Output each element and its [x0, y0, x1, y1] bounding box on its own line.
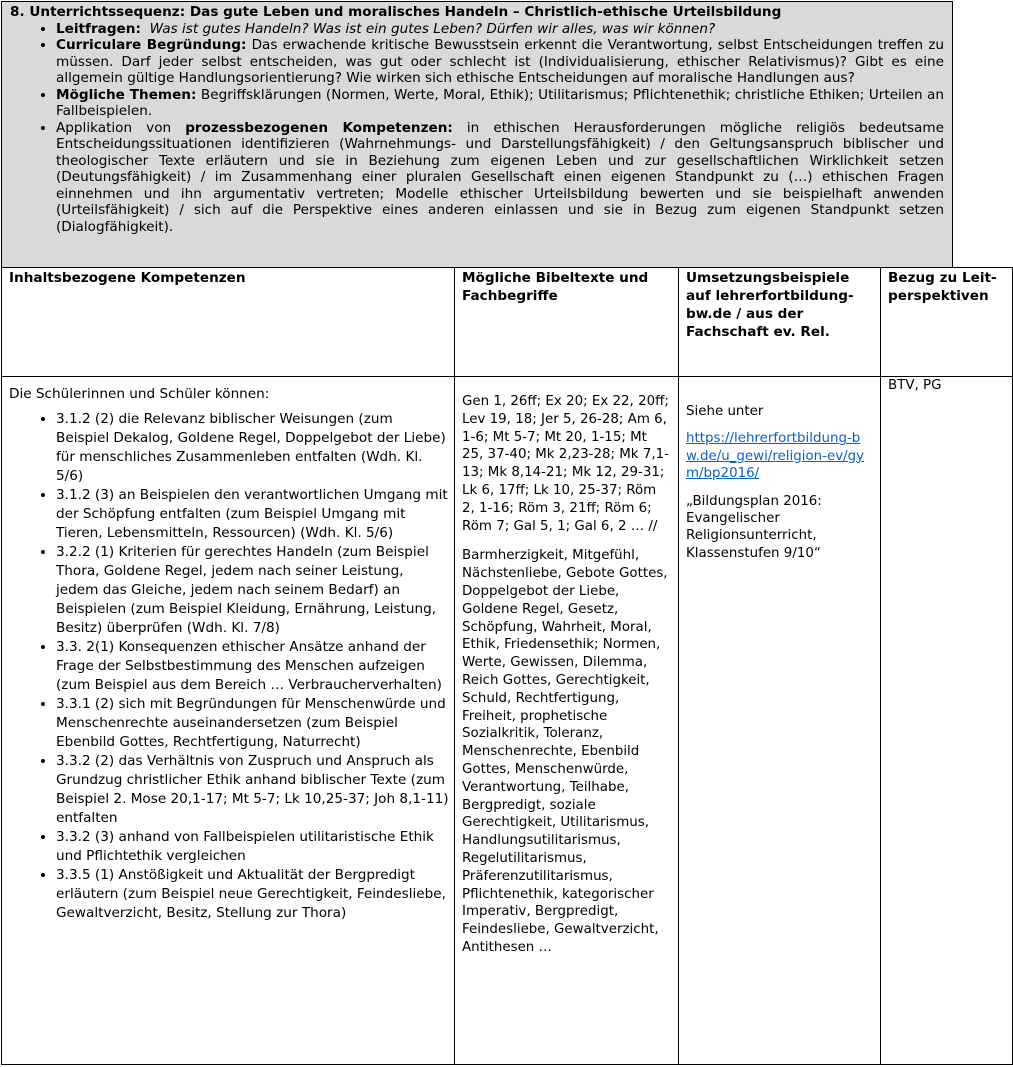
table-header-row [2, 268, 1013, 377]
col-header-perspectives: Bezug zu Leit-perspektiven [881, 268, 1013, 377]
see-label: Siehe unter [686, 404, 764, 419]
list-item: • 3.3.2 (3) anhand von Fallbeispielen utilitaristische Ethik und Pflichtethik vergleichen [56, 828, 450, 866]
sequence-info-list [10, 21, 944, 236]
sequence-header [1, 1, 953, 268]
bible-texts-cell [455, 377, 679, 1065]
applikation-text: in ethischen Herausforderungen mögliche religiös bedeutsame Entscheidungssituationen identifizieren (Wahrnehmungs- und Darstellungsfähigkeit) / den Geltungsanspruch biblischer und theologischer Texte erläutern und sie in Beziehung zum eigenen Leben und zur gesellschaftlichen Wirklichkeit setzen (Deutungsfähigkeit) / im Zusammenhang einer pluralen Gesellschaft einen eigenen Standpunkt zu (…) ethischen Fragen einnehmen und ihn argumentativ vertreten; Modelle ethischer Urteilsbildung bewerten und sie beispielhaft anwenden (Urteilsfähigkeit) / sich auf die Perspektive eines anderen einlassen und sie in Bezug zum eigenen Standpunkt setzen (Dialogfähigkeit). [56, 119, 944, 235]
list-item-begruendung [56, 37, 944, 87]
list-item: • 3.3.1 (2) sich mit Begründungen für Menschenwürde und Menschenrechte auseinandersetzen (zum Beispiel Ebenbild Gottes, Rechtfertigung, Naturrecht) [56, 695, 450, 752]
list-item: • 3.3. 2(1) Konsequenzen ethischer Ansätze anhand der Frage der Selbstbestimmung des Menschen aufzeigen (zum Beispiel aus dem Bereich … Verbraucherverhalten) [56, 638, 450, 695]
competencies-list [2, 410, 454, 923]
list-item-themen [56, 87, 944, 120]
list-item: • 3.1.2 (3) an Beispielen den verantwortlichen Umgang mit der Schöpfung entfalten (zum Beispiel Umgang mit Tieren, Lebensmitteln, Ressourcen) (Wdh. Kl. 5/6) [56, 486, 450, 543]
bible-references: Gen 1, 26ff; Ex 20; Ex 22, 20ff; Lev 19, 18; Jer 5, 26-28; Am 6, 1-6; Mt 5-7; Mt 20, 1-15; Mt 25, 37-40; Mk 2,23-28; Mk 7,1-13; Mk 8,14-21; Mk 12, 29-31; Lk 6, 17ff; Lk 10, 25-37; Röm 2, 1-16; Röm 3, 21ff; Röm 6; Röm 7; Gal 5, 1; Gal 6, 2 … // [462, 394, 669, 534]
list-item: • 3.1.2 (2) die Relevanz biblischer Weisungen (zum Beispiel Dekalog, Goldene Regel, Doppelgebot der Liebe) für menschliches Zusammenleben entfalten (Wdh. Kl. 5/6) [56, 410, 450, 486]
leitfragen-text: Was ist gutes Handeln? Was ist ein gutes Leben? Dürfen wir alles, was wir können? [149, 20, 716, 37]
applikation-label: prozessbezogenen Kompetenzen: [185, 119, 453, 136]
themen-label: Mögliche Themen: [56, 86, 197, 103]
table-row [2, 377, 1013, 1065]
begruendung-label: Curriculare Begründung: [56, 37, 247, 53]
technical-terms: Barmherzigkeit, Mitgefühl, Nächstenliebe, Gebote Gottes, Doppelgebot der Liebe, Goldene Regel, Gesetz, Schöpfung, Wahrheit, Moral, Ethik, Friedensethik; Normen, Werte, Gewissen, Dilemma, Reich Gottes, Gerechtigkeit, Schuld, Rechtfertigung, Freiheit, prophetische Sozialkritik, Toleranz, Menschenrechte, Ebenbild Gottes, Menschenwürde, Verantwortung, Teilhabe, Bergpredigt, soziale Gerechtigkeit, Utilitarismus, Handlungsutilitarismus, Regelutilitarismus, Präferenzutilitarismus, Pflichtenethik, kategorischer Imperativ, Bergpredigt, Feindesliebe, Gewaltverzicht, Antithesen … [462, 548, 668, 955]
bildungsplan-title: „Bildungsplan 2016: Evangelischer Religionsunterricht, Klassenstufen 9/10“ [686, 493, 822, 561]
examples-content [686, 403, 873, 562]
list-item: • 3.3.5 (1) Anstößigkeit und Aktualität der Bergpredigt erläutern (zum Beispiel neue Gerechtigkeit, Feindesliebe, Gewaltverzicht, Besitz, Stellung zur Thora) [56, 866, 450, 923]
competencies-cell [2, 377, 455, 1065]
competencies-intro: Die Schülerinnen und Schüler können: [9, 386, 270, 402]
col-header-bible-texts: Mögliche Bibeltexte und Fachbegriffe [455, 268, 679, 377]
sequence-title: 8. Unterrichtssequenz: Das gute Leben und moralisches Handeln – Christlich-ethische Urteilsbildung [10, 4, 782, 20]
competency-table [1, 267, 1013, 1065]
perspectives-value: BTV, PG [888, 378, 942, 393]
examples-cell [679, 377, 881, 1065]
list-item: • 3.2.2 (1) Kriterien für gerechtes Handeln (zum Beispiel Thora, Goldene Regel, jedem nach seiner Leistung, jedem das Gleiche, jedem nach seinem Bedarf) an Beispielen (zum Beispiel Kleidung, Ernährung, Leistung, Besitz) überprüfen (Wdh. Kl. 7/8) [56, 543, 450, 638]
lehrerfortbildung-link[interactable]: https://lehrerfortbildung-bw.de/u_gewi/religion-ev/gym/bp2016/ [686, 431, 865, 482]
themen-text: Begriffsklärungen (Normen, Werte, Moral, Ethik); Utilitarismus; Pflichtenethik; christliche Ethiken; Urteilen an Fallbeispielen. [56, 86, 944, 119]
col-header-competencies: Inhaltsbezogene Kompetenzen [2, 268, 455, 377]
list-item-leitfragen [56, 21, 944, 38]
begruendung-text: Das erwachende kritische Bewusstsein erkennt die Verantwortung, selbst Entscheidungen treffen zu müssen. Darf jeder selbst entscheiden, was gut oder schlecht ist (Individualisierung, ethischer Relativismus)? Gibt es eine allgemein gültige Handlungsorientierung? Wie wirken sich ethische Entscheidungen auf moralische Handlungen aus? [56, 37, 944, 86]
list-item: • 3.3.2 (2) das Verhältnis von Zuspruch und Anspruch als Grundzug christlicher Ethik anhand biblischer Texte (zum Beispiel 2. Mose 20,1-17; Mt 5-7; Lk 10,25-37; Joh 8,1-11) entfalten [56, 752, 450, 828]
list-item-applikation [56, 120, 944, 236]
col-header-examples: Umsetzungsbeispiele auf lehrerfortbildung-bw.de / aus der Fachschaft ev. Rel. [679, 268, 881, 377]
applikation-prefix: Applikation von [56, 119, 172, 136]
perspectives-cell [881, 377, 1013, 1065]
leitfragen-label: Leitfragen: [56, 20, 141, 37]
